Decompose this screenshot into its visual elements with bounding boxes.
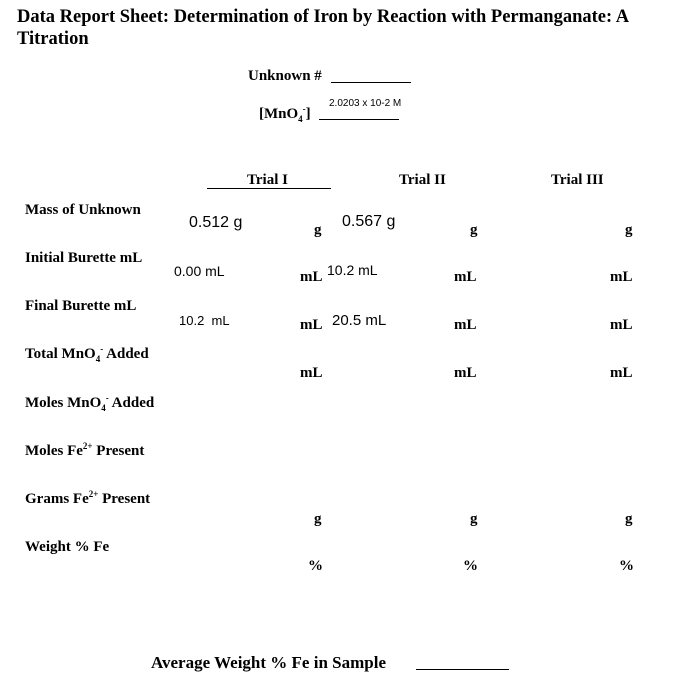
trial-2-final-value: 20.5 mL <box>332 312 387 329</box>
trial-2-initial-value: 10.2 mL <box>327 262 378 278</box>
column-header-trial-3: Trial III <box>551 172 604 188</box>
trial-3-mass-unit: g <box>625 222 633 238</box>
trial-3-percent-unit: % <box>619 558 634 574</box>
average-label: Average Weight % Fe in Sample <box>151 653 386 672</box>
row-label-moles-iron: Moles $Fe^{2+}$ Present <box>25 441 145 459</box>
trial-2-mass-unit: g <box>470 222 478 238</box>
unknown-label: Unknown # <box>248 68 322 84</box>
row-label-final-burette: Final Burette mL <box>25 298 137 314</box>
trial-1-grams-unit: g <box>314 511 322 527</box>
permanganate-label: [MnO$_4$-] <box>259 104 311 124</box>
trial-1-initial-value: 0.00 mL <box>174 263 225 279</box>
trial-1-percent-unit: % <box>308 558 323 574</box>
row-label-weight-percent: Weight % Fe <box>25 539 110 555</box>
trial-2-final-unit: mL <box>454 317 477 333</box>
trial-3-total-unit: mL <box>610 365 633 381</box>
row-label-total-permanganate: Total MnO$_4$- Added <box>25 344 149 364</box>
average-blank[interactable] <box>416 669 509 670</box>
trial-1-final-unit: mL <box>300 317 323 333</box>
trial-2-grams-unit: g <box>470 511 478 527</box>
trial-1-initial-unit: mL <box>300 269 323 285</box>
trial-3-initial-unit: mL <box>610 269 633 285</box>
column-header-trial-1: Trial I <box>247 172 288 188</box>
unknown-blank[interactable] <box>331 82 411 83</box>
row-label-mass-of-unknown: Mass of Unknown <box>25 202 141 218</box>
trial-3-grams-unit: g <box>625 511 633 527</box>
trial-2-mass-value: 0.567 g <box>342 213 396 230</box>
column-header-trial-2: Trial II <box>399 172 446 188</box>
permanganate-value: 2.0203 x 10-2 M <box>329 98 402 109</box>
row-label-moles-permanganate: Moles MnO$_4$- Added <box>25 393 155 413</box>
permanganate-blank[interactable] <box>319 119 399 120</box>
row-label-grams-iron: Grams $Fe^{2+}$ Present <box>25 489 151 507</box>
trial-1-mass-unit: g <box>314 222 322 238</box>
page-title: Data Report Sheet: Determination of Iron by Reaction with Permanganate: A Titration <box>17 7 629 49</box>
row-label-initial-burette: Initial Burette mL <box>25 250 143 266</box>
trial-3-final-unit: mL <box>610 317 633 333</box>
trial-2-initial-unit: mL <box>454 269 477 285</box>
trial-1-header-rule <box>207 188 331 189</box>
trial-1-final-value: 10.2 mL <box>179 313 230 328</box>
trial-1-mass-value: 0.512 g <box>189 214 243 231</box>
trial-2-total-unit: mL <box>454 365 477 381</box>
trial-1-total-unit: mL <box>300 365 323 381</box>
trial-2-percent-unit: % <box>463 558 478 574</box>
